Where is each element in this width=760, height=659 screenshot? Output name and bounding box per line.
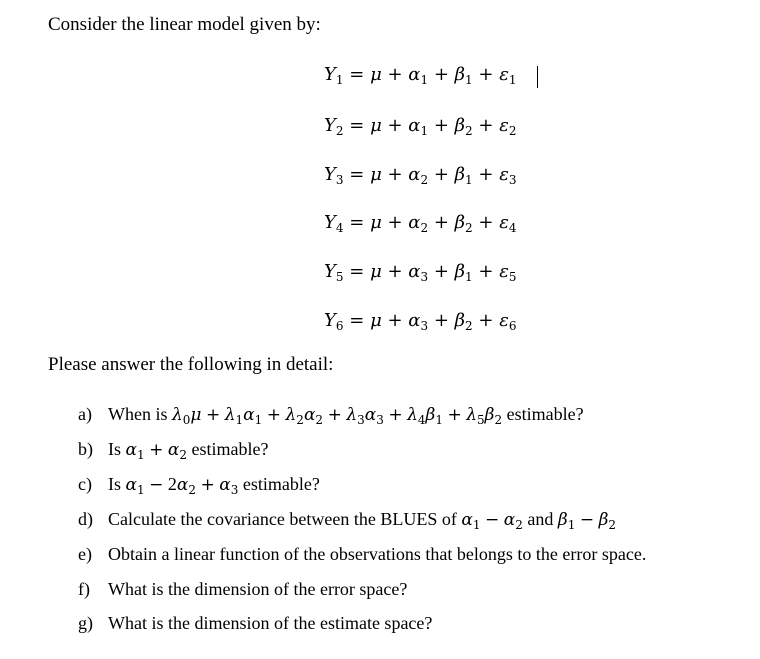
equation-1: $Y_1 = \mu + \alpha_1 + \beta_1 + \varepsilon_1$ [324,64,517,87]
question-c [78,474,320,495]
equation-3: $Y_3 = \mu + \alpha_2 + \beta_1 + \varepsilon_3$ [324,164,517,187]
equation-5: $Y_5 = \mu + \alpha_3 + \beta_1 + \varepsilon_5$ [324,261,517,284]
question-label: b) [78,439,93,459]
question-label: d) [78,509,93,529]
question-e [78,544,646,565]
question-text: Is $\alpha_1 + \alpha_2$ estimable? [108,439,269,462]
question-label: f) [78,579,90,599]
prompt-text: Please answer the following in detail: [48,354,334,375]
question-g [78,613,432,634]
question-text: Is $\alpha_1 - 2\alpha_2 + \alpha_3$ estimable? [108,474,320,497]
question-f [78,579,407,600]
intro-text: Consider the linear model given by: [48,14,321,35]
question-d [78,509,616,530]
equation-4: $Y_4 = \mu + \alpha_2 + \beta_2 + \varepsilon_4$ [324,212,517,235]
equation-2: $Y_2 = \mu + \alpha_1 + \beta_2 + \varepsilon_2$ [324,115,517,138]
question-text: What is the dimension of the error space? [108,579,408,599]
question-a [78,404,584,425]
question-text: Calculate the covariance between the BLUES of $\alpha_1 - \alpha_2$ and $\beta_1 - \beta_2$ [108,509,617,532]
equation-6: $Y_6 = \mu + \alpha_3 + \beta_2 + \varepsilon_6$ [324,310,517,333]
question-label: a) [78,404,92,424]
question-label: g) [78,613,93,633]
question-label: c) [78,474,92,494]
question-text: What is the dimension of the estimate space? [108,613,433,633]
question-text: When is $\lambda_0\mu + \lambda_1\alpha_1 + \lambda_2\alpha_2 + \lambda_3\alpha_3 + \lambda_4\beta_1 + \lambda_5\beta_2$ estimable? [108,404,584,427]
question-text: Obtain a linear function of the observations that belongs to the error space. [108,544,647,564]
text-cursor [537,66,538,88]
question-b [78,439,268,460]
question-label: e) [78,544,92,564]
